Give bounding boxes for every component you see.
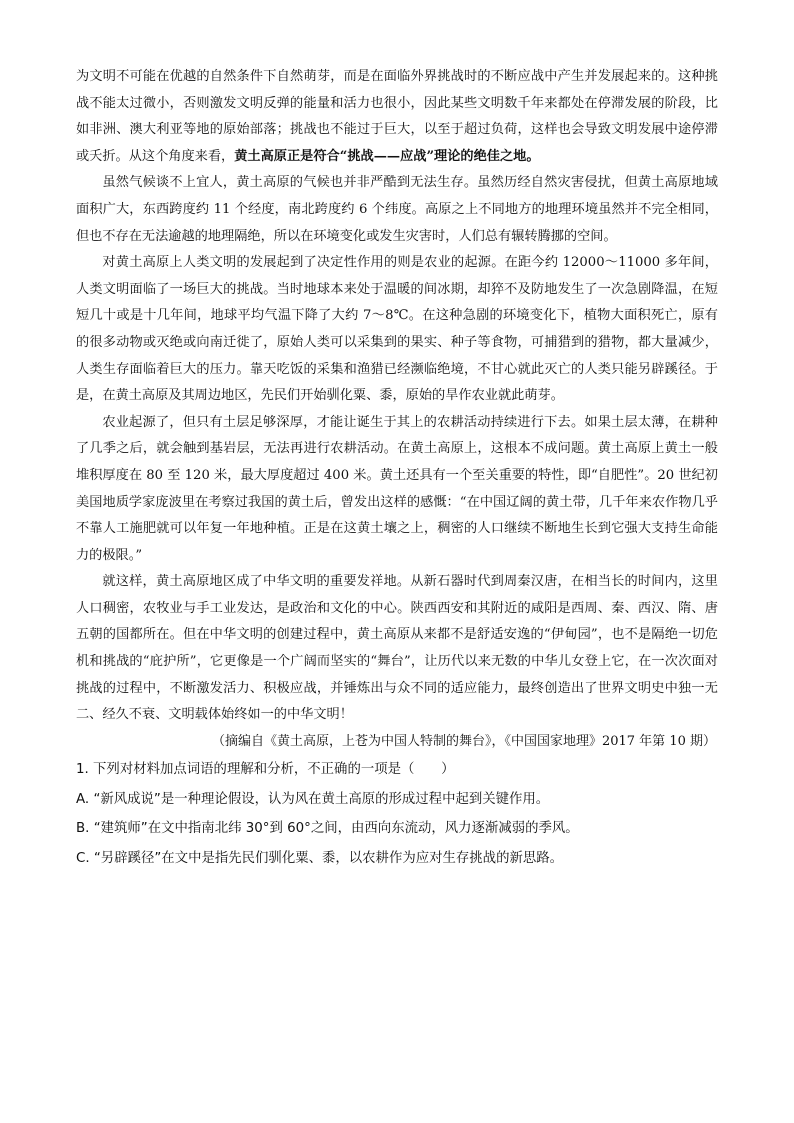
paragraph-2: 虽然气候谈不上宜人，黄土高原的气候也并非严酷到无法生存。虽然历经自然灾害侵扰，但黄土高原地域面积广大，东西跨度约 11 个经度，南北跨度约 6 个纬度。高原之上不同地方的地理环境虽然并不完全相同，但也不存在无法逾越的地理隔绝，所以在环境变化或发生灾害时，人们总有辗转腾挪的空间。 <box>76 175 718 244</box>
question-stem: 1. 下列对材料加点词语的理解和分析，不正确的一项是（ ） <box>76 762 455 778</box>
source-citation: （摘编自《黄土高原，上苍为中国人特制的舞台》，《中国国家地理》2017 年第 10 期） <box>211 733 716 749</box>
paragraph-1-text: 为文明不可能在优越的自然条件下自然萌芽，而是在面临外界挑战时的不断应战中产生并发展起来的。这种挑战不能太过微小，否则激发文明反弹的能量和活力也很小，因此某些文明数千年来都处在停滞发展的阶段，比如非洲、澳大利亚等地的原始部落；挑战也不能过于巨大，以至于超过负荷，这样也会导致文明发展中途停滞或夭折。从这个角度来看， <box>76 69 718 164</box>
paragraph-3: 对黄土高原上人类文明的发展起到了决定性作用的则是农业的起源。在距今约 12000～11000 多年间，人类文明面临了一场巨大的挑战。当时地球本来处于温暖的间冰期，却猝不及防地发生了一次急剧降温，在短短几十或是十几年间，地球平均气温下降了大约 7～8℃。在这种急剧的环境变化下，植物大面积死亡，原有的很多动物或灭绝或向南迁徙了，原始人类可以采集到的果实、种子等食物，可捕猎到的猎物，都大量减少，人类生存面临着巨大的压力。靠天吃饭的采集和渔猎已经濒临绝境，不甘心就此灭亡的人类只能另辟蹊径。于是，在黄土高原及其周边地区，先民们开始驯化粟、黍，原始的旱作农业就此萌芽。 <box>76 255 718 404</box>
paragraph-1-emphasis: 黄土高原正是符合“挑战——应战”理论的绝佳之地。 <box>234 148 540 164</box>
paragraph-4: 农业起源了，但只有土层足够深厚，才能让诞生于其上的农耕活动持续进行下去。如果土层太薄，在耕种了几季之后，就会触到基岩层，无法再进行农耕活动。在黄土高原上，这根本不成问题。黄土高原上黄土一般堆积厚度在 80 至 120 米，最大厚度超过 400 米。黄土还具有一个至关重要的特性，即“自肥性”。20 世纪初美国地质学家庞波里在考察过我国的黄土后，曾发出这样的感慨：“在中国辽阔的黄土带，几千年来农作物几乎不靠人工施肥就可以年复一年地种植。正是在这黄土壤之上，稠密的人口继续不断地生长到它强大支持生命能力的极限。” <box>76 414 718 563</box>
paragraph-1 <box>76 64 718 170</box>
paragraph-5: 就这样，黄土高原地区成了中华文明的重要发祥地。从新石器时代到周秦汉唐，在相当长的时间内，这里人口稠密，农牧业与手工业发达，是政治和文化的中心。陕西西安和其附近的咸阳是西周、秦、西汉、隋、唐五朝的国都所在。但在中华文明的创建过程中，黄土高原从来都不是舒适安逸的“伊甸园”，也不是隔绝一切危机和挑战的“庇护所”，它更像是一个广阔而坚实的“舞台”，让历代以来无数的中华儿女登上它，在一次次面对挑战的过程中，不断激发活力、积极应战，并锤炼出与众不同的适应能力，最终创造出了世界文明史中独一无二、经久不衰、文明载体始终如一的中华文明！ <box>76 574 718 723</box>
option-c: C. “另辟蹊径”在文中是指先民们驯化粟、黍，以农耕作为应对生存挑战的新思路。 <box>76 850 564 866</box>
option-b: B. “建筑师”在文中指南北纬 30°到 60°之间，由西向东流动，风力逐渐减弱的季风。 <box>76 821 579 837</box>
option-a: A. “新风成说”是一种理论假设，认为风在黄土高原的形成过程中起到关键作用。 <box>76 791 550 807</box>
